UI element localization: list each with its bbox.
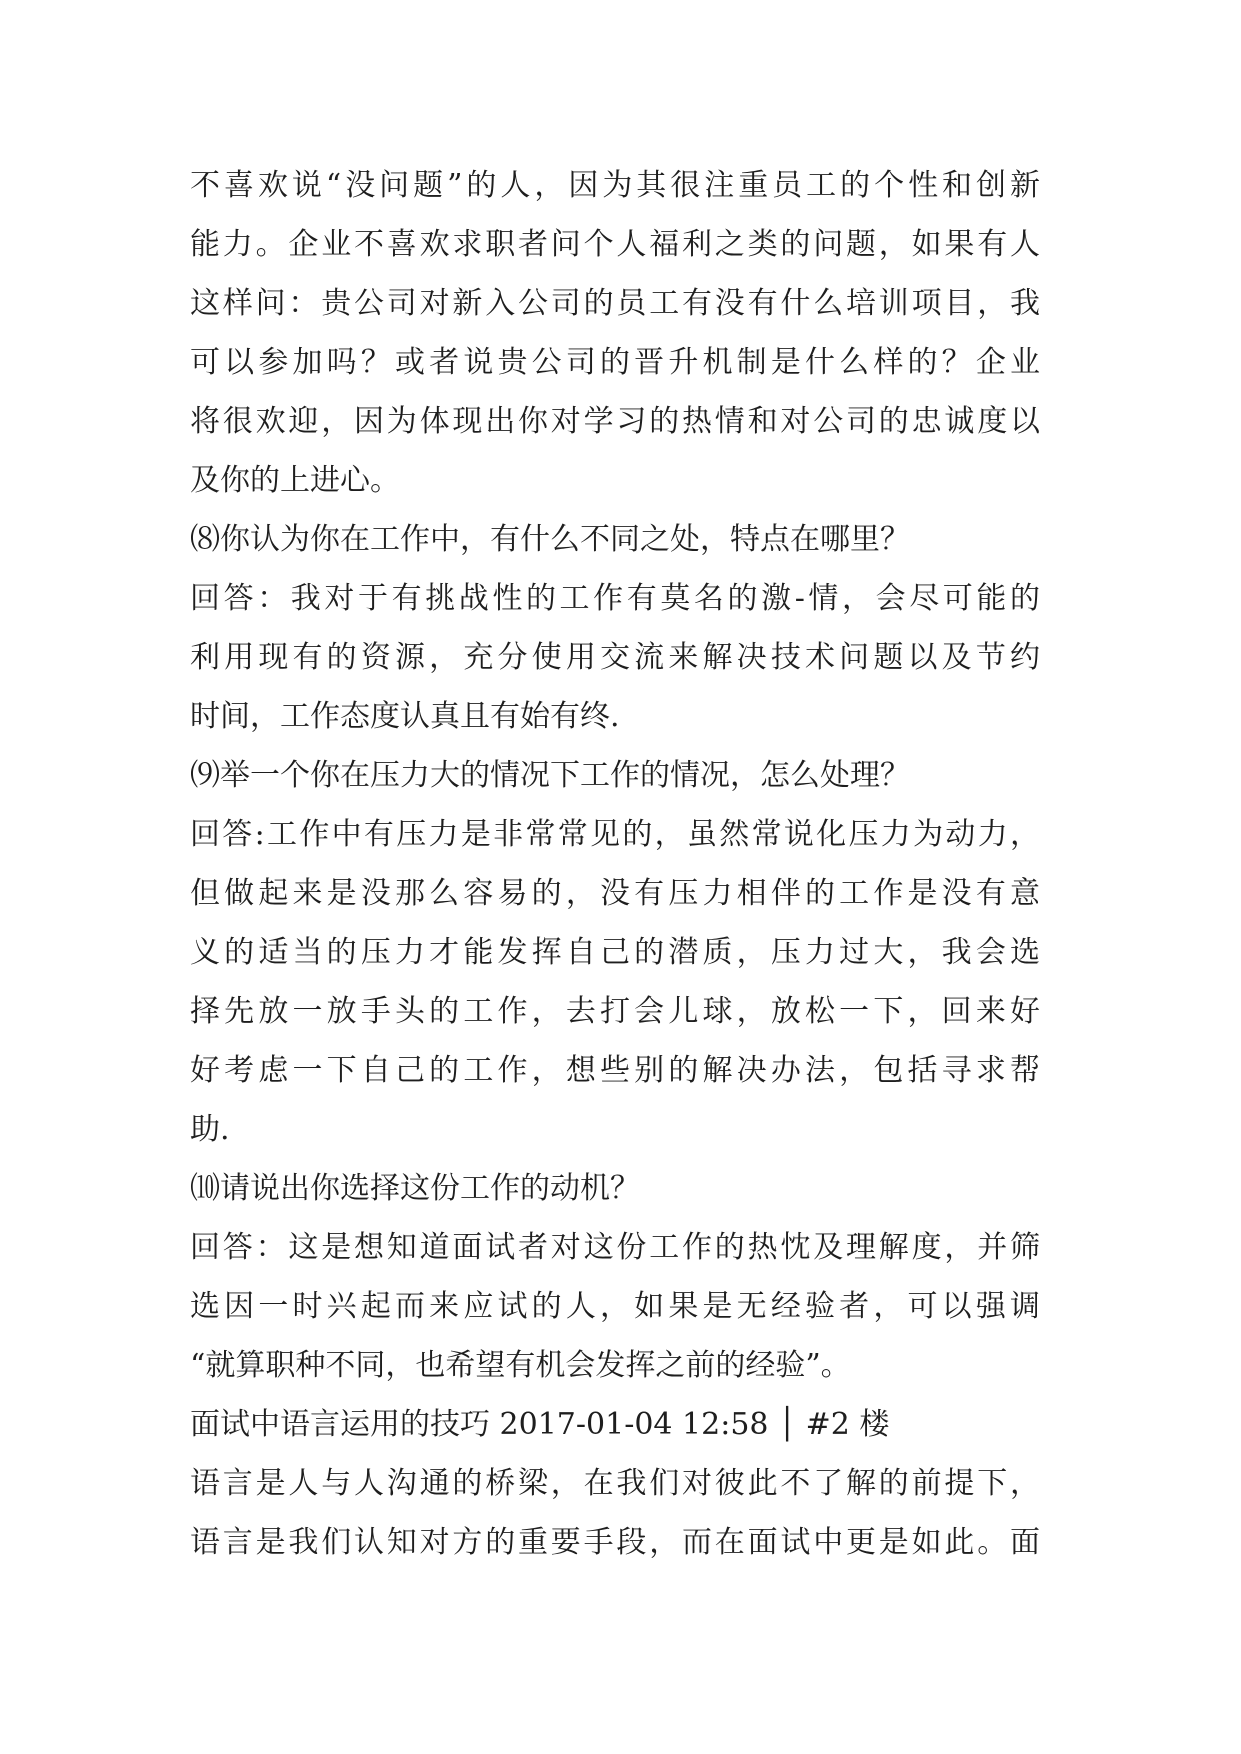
text-line: 回答：这是想知道面试者对这份工作的热忱及理解度，并筛: [190, 1230, 1040, 1265]
text-line: 这样问：贵公司对新入公司的员工有没有什么培训项目，我: [190, 286, 1040, 321]
text-line: 将很欢迎，因为体现出你对学习的热情和对公司的忠诚度以: [190, 404, 1040, 439]
text-line: 语言是我们认知对方的重要手段，而在面试中更是如此。面: [190, 1525, 1040, 1560]
post-header-line: 面试中语言运用的技巧 2017-01-04 12:58 │ #2 楼: [190, 1407, 890, 1442]
question-heading: ⑽请说出你选择这份工作的动机？: [190, 1171, 640, 1206]
text-line: 利用现有的资源，充分使用交流来解决技术问题以及节约: [190, 640, 1040, 675]
text-line: 选因一时兴起而来应试的人，如果是无经验者，可以强调: [190, 1289, 1040, 1324]
question-heading: ⑻你认为你在工作中，有什么不同之处，特点在哪里？: [190, 522, 910, 557]
text-line: 可以参加吗？或者说贵公司的晋升机制是什么样的？企业: [190, 345, 1040, 380]
text-line: 能力。企业不喜欢求职者问个人福利之类的问题，如果有人: [190, 227, 1040, 262]
text-line: 及你的上进心。: [190, 463, 400, 498]
text-line: 语言是人与人沟通的桥梁，在我们对彼此不了解的前提下，: [190, 1466, 1040, 1501]
text-line: 义的适当的压力才能发挥自己的潜质，压力过大，我会选: [190, 935, 1040, 970]
text-line: 助.: [190, 1112, 230, 1147]
text-line: 不喜欢说“没问题”的人，因为其很注重员工的个性和创新: [190, 168, 1040, 203]
text-line: 回答:工作中有压力是非常常见的，虽然常说化压力为动力，: [190, 817, 1040, 852]
question-heading: ⑼举一个你在压力大的情况下工作的情况，怎么处理？: [190, 758, 910, 793]
text-line: 择先放一放手头的工作，去打会儿球，放松一下，回来好: [190, 994, 1040, 1029]
text-line: 好考虑一下自己的工作，想些别的解决办法，包括寻求帮: [190, 1053, 1040, 1088]
text-line: “就算职种不同，也希望有机会发挥之前的经验”。: [190, 1348, 851, 1383]
text-line: 回答：我对于有挑战性的工作有莫名的激-情，会尽可能的: [190, 581, 1040, 616]
text-line: 时间，工作态度认真且有始有终.: [190, 699, 620, 734]
text-line: 但做起来是没那么容易的，没有压力相伴的工作是没有意: [190, 876, 1040, 911]
